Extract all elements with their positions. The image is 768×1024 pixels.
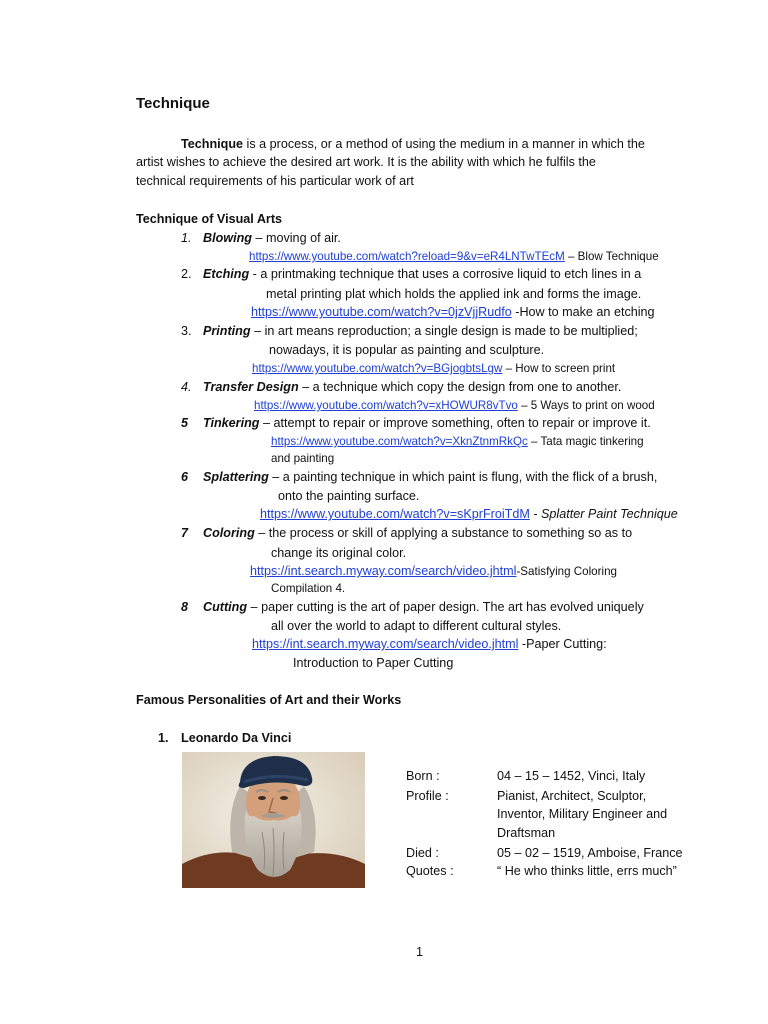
leonardo-portrait-image: [182, 752, 365, 888]
list-item: [203, 379, 621, 396]
link-note-cont: Introduction to Paper Cutting: [293, 656, 454, 670]
item-text-cont: nowadays, it is popular as painting and sculpture.: [269, 343, 545, 357]
item-text-cont: change its original color.: [271, 546, 407, 560]
item-term: Coloring: [203, 526, 255, 540]
page-heading: Technique: [136, 95, 210, 112]
item-link-line: [249, 248, 659, 265]
list-number: 4.: [181, 380, 192, 394]
item-term: Etching: [203, 267, 250, 281]
item-link-line: [252, 360, 615, 377]
item-term: Printing: [203, 324, 251, 338]
person-name: Leonardo Da Vinci: [181, 731, 292, 745]
item-link-line: [271, 433, 644, 450]
item-text: – paper cutting is the art of paper design. The art has evolved uniquely: [247, 600, 644, 614]
list-number: 8: [181, 600, 189, 614]
search-link[interactable]: https://int.search.myway.com/search/video.jhtml: [252, 637, 519, 651]
item-link-line: [251, 304, 655, 321]
item-text: – in art means reproduction; a single design is made to be multiplied;: [250, 324, 638, 338]
born-value: 04 – 15 – 1452, Vinci, Italy: [497, 769, 646, 783]
item-text: – moving of air.: [251, 231, 341, 245]
list-number: 3.: [181, 324, 192, 338]
item-term: Cutting: [203, 600, 248, 614]
list-number: 1.: [181, 231, 192, 245]
item-link-line: [254, 397, 655, 414]
profile-value: Pianist, Architect, Sculptor,: [497, 789, 647, 803]
list-number: 6: [181, 470, 189, 484]
item-term: Blowing: [203, 231, 252, 245]
list-number: 5: [181, 416, 189, 430]
section-title-personalities: Famous Personalities of Art and their Works: [136, 693, 402, 707]
item-text: – attempt to repair or improve something, often to repair or improve it.: [259, 416, 651, 430]
youtube-link[interactable]: https://www.youtube.com/watch?v=BGjogbtsLgw: [252, 362, 503, 375]
page-number: 1: [416, 945, 424, 959]
link-note: – Tata magic tinkering: [527, 435, 644, 448]
link-note: -Satisfying Coloring: [516, 565, 617, 578]
youtube-link[interactable]: https://www.youtube.com/watch?reload=9&v=eR4LNTwTEcM: [249, 250, 565, 263]
link-note-italic: Splatter Paint Technique: [541, 507, 678, 521]
item-text: – the process or skill of applying a substance to something so as to: [254, 526, 633, 540]
youtube-link[interactable]: https://www.youtube.com/watch?v=xHOWUR8vTvo: [254, 399, 518, 412]
youtube-link[interactable]: https://www.youtube.com/watch?v=0jzVjjRudfo: [251, 305, 512, 319]
profile-value-cont: Draftsman: [497, 826, 556, 840]
item-link-line: [250, 563, 617, 580]
profile-value-cont: Inventor, Military Engineer and: [497, 807, 668, 821]
died-value: 05 – 02 – 1519, Amboise, France: [497, 846, 683, 860]
list-item: [203, 230, 341, 247]
quotes-value: “ He who thinks little, errs much”: [497, 864, 677, 878]
item-term: Tinkering: [203, 416, 260, 430]
list-item: [203, 599, 644, 616]
item-text-cont: metal printing plat which holds the applied ink and forms the image.: [266, 287, 642, 301]
item-term: Splattering: [203, 470, 269, 484]
list-item: [203, 323, 638, 340]
list-item: [203, 525, 632, 542]
section-title-techniques: Technique of Visual Arts: [136, 212, 283, 226]
link-note: -How to make an etching: [511, 305, 655, 319]
item-link-line: [260, 506, 678, 523]
link-note: -Paper Cutting:: [518, 637, 607, 651]
youtube-link[interactable]: https://www.youtube.com/watch?v=sKprFroiTdM: [260, 507, 530, 521]
list-number: 2.: [181, 267, 192, 281]
link-note-cont: Compilation 4.: [271, 582, 346, 595]
item-text: - a printmaking technique that uses a corrosive liquid to etch lines in a: [249, 267, 642, 281]
intro-line-1: [181, 136, 645, 153]
quotes-label: Quotes :: [406, 864, 454, 878]
intro-line-2: artist wishes to achieve the desired art work. It is the ability with which he fulfils the: [136, 155, 596, 169]
list-item: [203, 266, 641, 283]
intro-text-1: is a process, or a method of using the medium in a manner in which the: [243, 137, 645, 151]
intro-term: Technique: [181, 137, 244, 151]
link-note: – 5 Ways to print on wood: [517, 399, 655, 412]
youtube-link[interactable]: https://www.youtube.com/watch?v=XknZtnmRkQc: [271, 435, 528, 448]
link-note: – Blow Technique: [564, 250, 659, 263]
link-note: -: [529, 507, 542, 521]
item-text-cont: onto the painting surface.: [278, 489, 420, 503]
item-term: Transfer Design: [203, 380, 299, 394]
link-note: – How to screen print: [502, 362, 616, 375]
item-link-line: [252, 636, 607, 653]
person-number: 1.: [158, 731, 169, 745]
intro-line-3: technical requirements of his particular work of art: [136, 174, 414, 188]
born-label: Born :: [406, 769, 440, 783]
list-item: [203, 469, 657, 486]
list-item: [203, 415, 651, 432]
profile-label: Profile :: [406, 789, 449, 803]
item-text: – a painting technique in which paint is flung, with the flick of a brush,: [268, 470, 658, 484]
died-label: Died :: [406, 846, 439, 860]
item-text: – a technique which copy the design from one to another.: [298, 380, 622, 394]
list-number: 7: [181, 526, 189, 540]
search-link[interactable]: https://int.search.myway.com/search/video.jhtml: [250, 564, 517, 578]
item-text-cont: all over the world to adapt to different cultural styles.: [271, 619, 562, 633]
link-note-cont: and painting: [271, 452, 335, 465]
